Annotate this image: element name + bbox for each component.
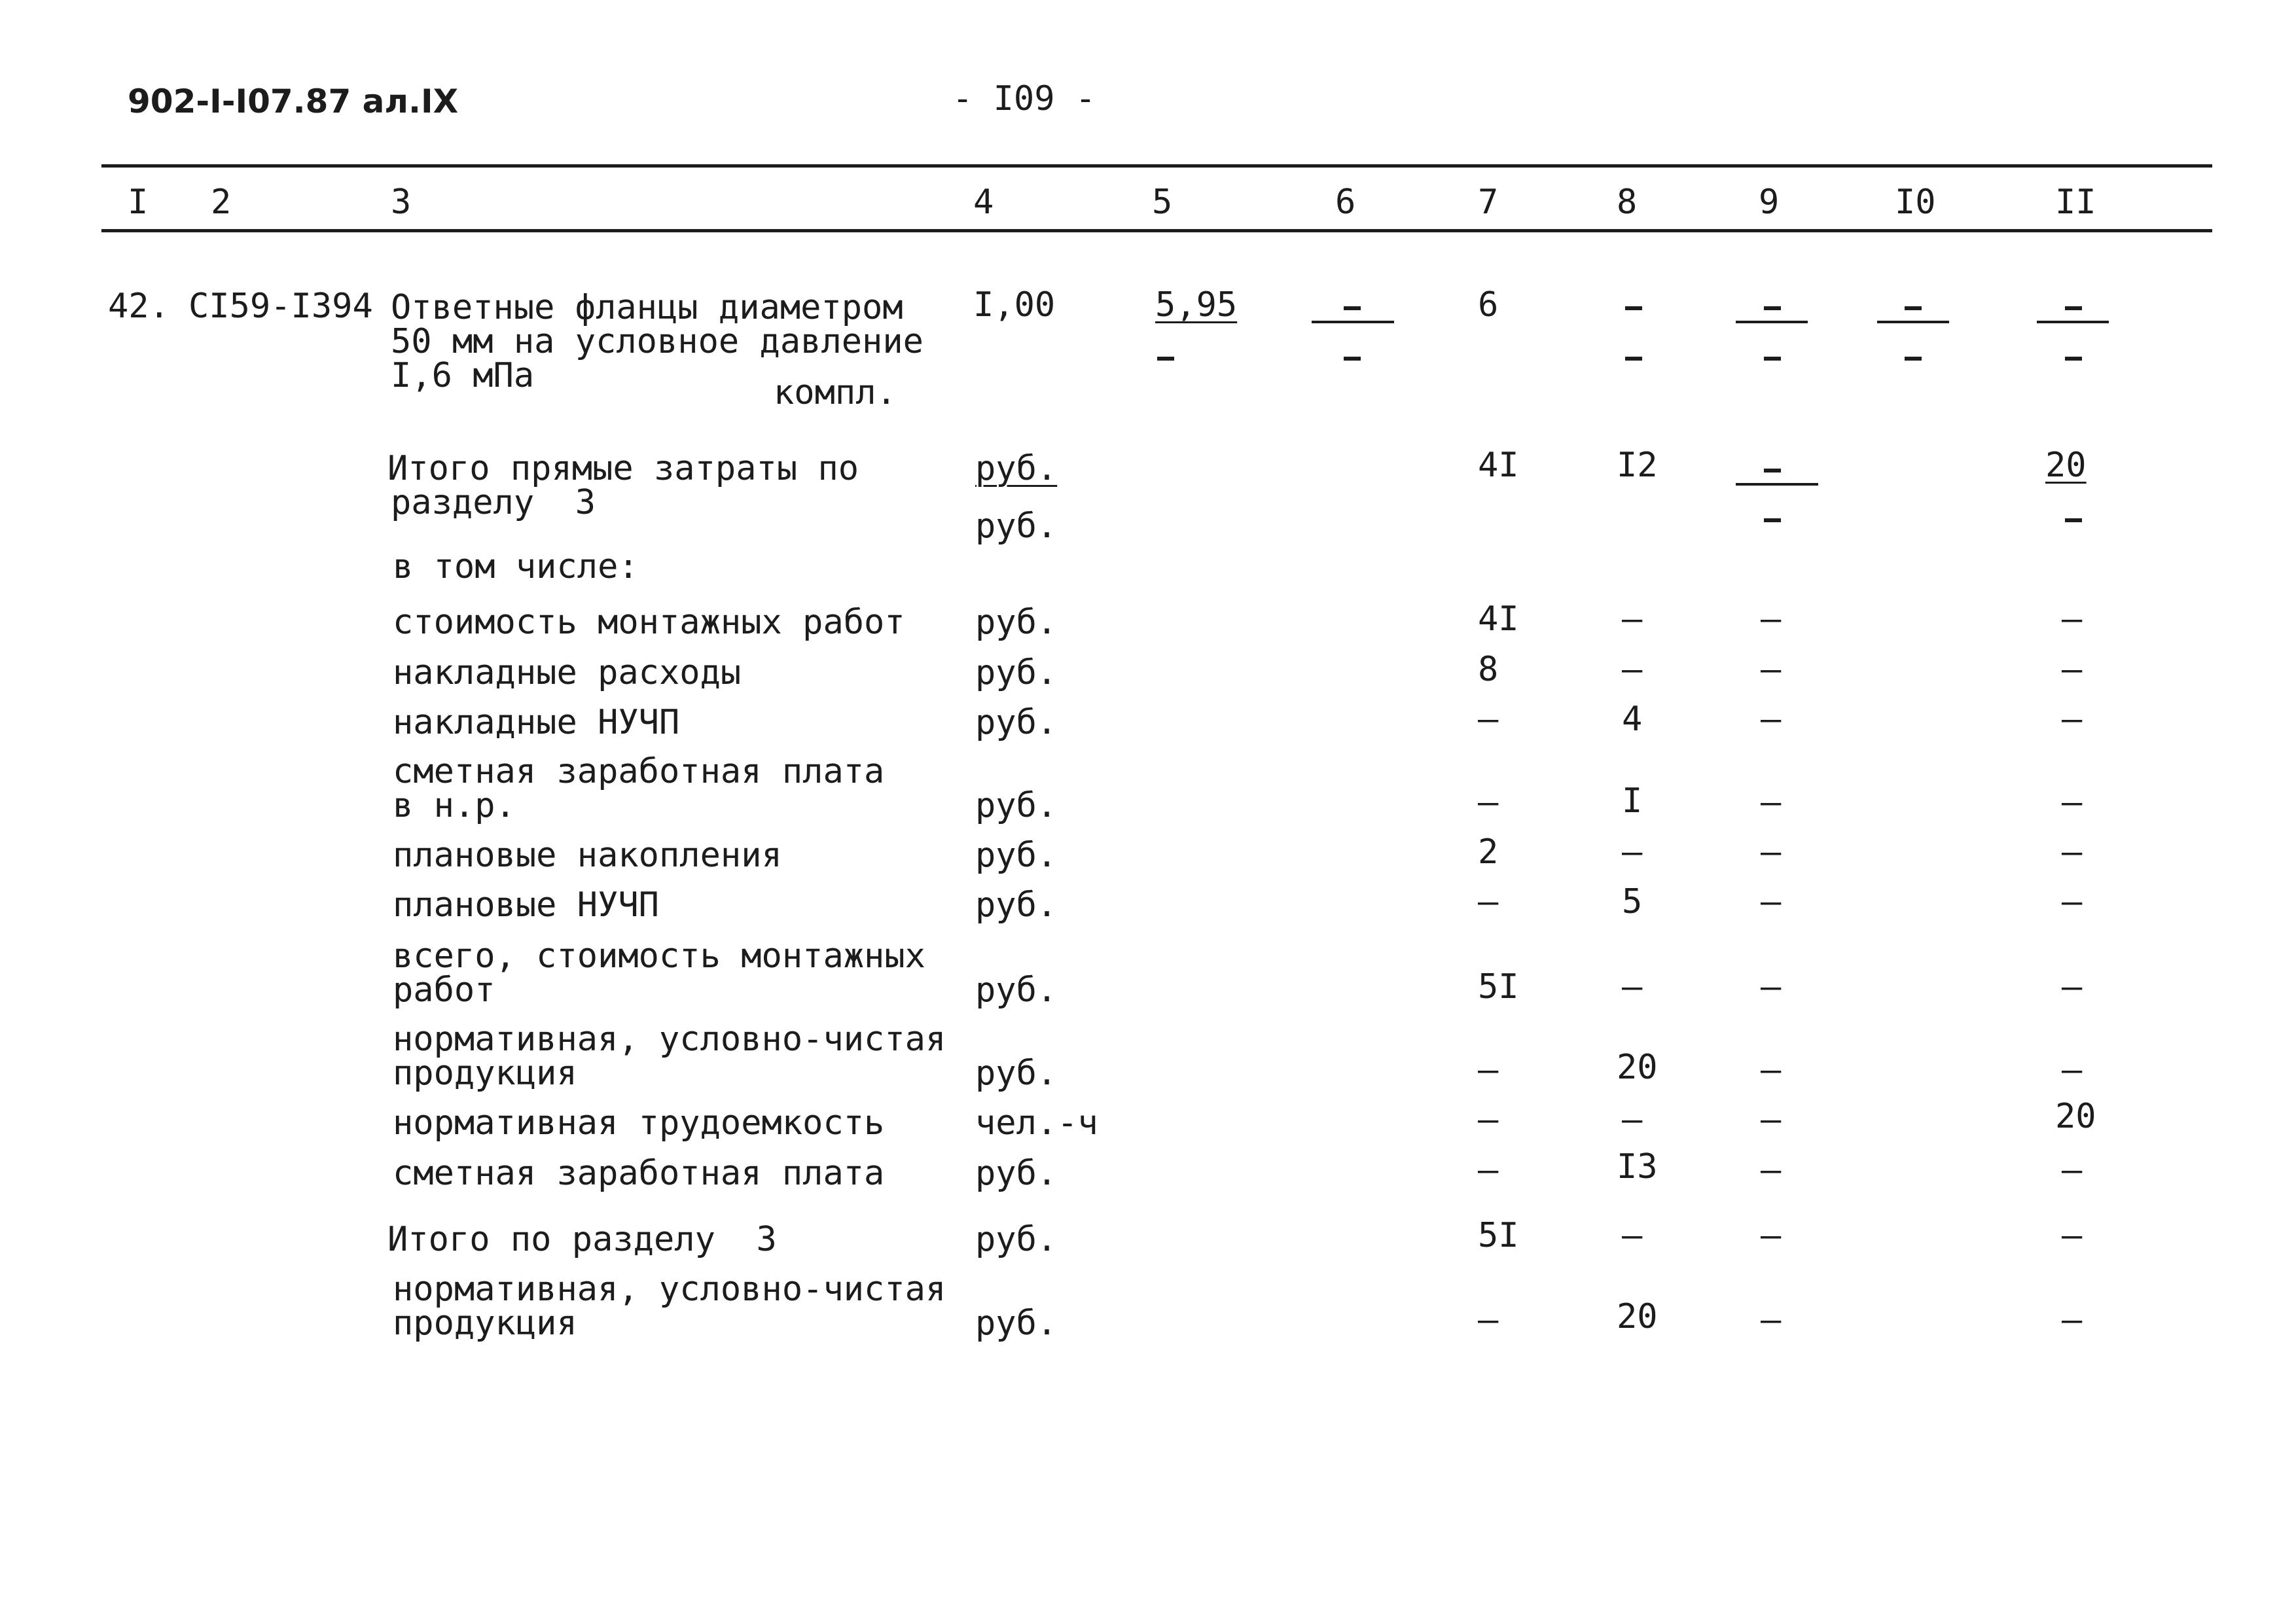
row-col8: 20 (1617, 1048, 1658, 1087)
subtotal-col9-fraction-bar (1736, 483, 1818, 486)
item-col10-upper-dash (1905, 306, 1922, 310)
item-col11-fraction-bar (2037, 321, 2109, 323)
row-col11: – (2062, 967, 2083, 1007)
row-col9: – (1761, 1100, 1782, 1139)
item-col6-upper-dash (1344, 306, 1361, 310)
row-label: сметная заработная плата (393, 1154, 885, 1193)
item-col6-lower-dash (1344, 357, 1361, 361)
row-col11: – (2062, 832, 2083, 872)
row-col8: I (1622, 781, 1643, 821)
item-col7: 6 (1478, 285, 1499, 325)
row-col8: 20 (1617, 1297, 1658, 1336)
item-name-line-3: I,6 мПа (391, 356, 535, 395)
row-col9: – (1761, 650, 1782, 689)
row-unit: руб. (975, 1220, 1058, 1259)
column-header-8: 8 (1617, 183, 1638, 222)
row-col7: – (1478, 1150, 1499, 1190)
row-col8: – (1622, 832, 1643, 872)
row-col11: – (2062, 1300, 2083, 1340)
column-header-6: 6 (1335, 183, 1356, 222)
row-col9: – (1761, 1300, 1782, 1340)
row-label: Итого по разделу 3 (387, 1220, 777, 1259)
row-unit: руб. (975, 603, 1058, 642)
item-col9-fraction-bar (1736, 321, 1808, 323)
subtotal-col7: 4I (1478, 446, 1519, 485)
row-label: плановые накопления (393, 836, 782, 875)
row-unit: руб. (975, 885, 1058, 925)
item-col8-upper-dash (1625, 306, 1642, 310)
row-col7: 5I (1478, 967, 1519, 1007)
item-col6-fraction-bar (1312, 321, 1394, 323)
row-col7: 5I (1478, 1216, 1519, 1255)
row-label-line-2: работ (393, 971, 495, 1010)
item-name-line-1: Ответные фланцы диаметром (391, 288, 903, 327)
table-header-bottom-rule (101, 229, 2212, 232)
item-col5: 5,95 (1155, 285, 1238, 325)
row-col7: 2 (1478, 832, 1499, 872)
row-unit: руб. (975, 786, 1058, 825)
page-number: - I09 - (952, 79, 1096, 118)
row-col9: – (1761, 1050, 1782, 1090)
row-label-line-2: продукция (393, 1054, 577, 1093)
row-label: нормативная трудоемкость (393, 1103, 885, 1143)
column-header-2: 2 (211, 183, 232, 222)
row-col9: – (1761, 700, 1782, 739)
row-label-line-1: нормативная, условно-чистая (393, 1270, 946, 1309)
row-col7: – (1478, 882, 1499, 921)
column-header-11: II (2055, 183, 2096, 222)
subtotal-label-line-1: Итого прямые затраты по (387, 449, 859, 488)
row-label: накладные расходы (393, 653, 742, 692)
item-col4: I,00 (973, 285, 1056, 325)
subtotal-col8: I2 (1617, 446, 1658, 485)
row-unit: руб. (975, 1304, 1058, 1343)
item-name-line-2: 50 мм на условное давление (391, 322, 924, 361)
row-col9: – (1761, 1216, 1782, 1255)
item-unit-note: компл. (774, 373, 897, 412)
row-col8: – (1622, 650, 1643, 689)
column-header-1: I (128, 183, 149, 222)
row-col11: – (2062, 783, 2083, 822)
row-col11: – (2062, 599, 2083, 639)
column-header-10: I0 (1895, 183, 1936, 222)
row-unit: руб. (975, 703, 1058, 742)
row-label-line-2: в н.р. (393, 786, 516, 825)
column-header-7: 7 (1478, 183, 1499, 222)
row-label: плановые НУЧП (393, 885, 659, 925)
row-col8: – (1622, 1216, 1643, 1255)
row-label: накладные НУЧП (393, 703, 680, 742)
row-col11: – (2062, 882, 2083, 921)
item-code: CI59-I394 (188, 287, 373, 326)
item-col11-upper-dash (2065, 306, 2082, 310)
item-col10-lower-dash (1905, 357, 1922, 361)
subtotal-label-line-2: разделу 3 (391, 483, 596, 522)
row-col7: 4I (1478, 599, 1519, 639)
item-number: 42. (108, 287, 170, 326)
row-label-line-2: продукция (393, 1304, 577, 1343)
subtotal-col9-upper-dash (1764, 469, 1781, 473)
row-col9: – (1761, 599, 1782, 639)
row-col9: – (1761, 967, 1782, 1007)
item-col9-lower-dash (1764, 357, 1781, 361)
row-unit: чел.-ч (975, 1103, 1098, 1143)
subtotal-col11-lower-dash (2065, 518, 2082, 522)
subtotal-unit-2: руб. (975, 507, 1058, 546)
including-label: в том числе: (393, 547, 639, 586)
row-label-line-1: всего, стоимость монтажных (393, 936, 925, 976)
row-col7: – (1478, 1300, 1499, 1340)
column-header-9: 9 (1759, 183, 1780, 222)
row-col11: 20 (2055, 1097, 2096, 1136)
subtotal-col9-lower-dash (1764, 518, 1781, 522)
row-unit: руб. (975, 836, 1058, 875)
row-col8: – (1622, 599, 1643, 639)
item-col8-lower-dash (1625, 357, 1642, 361)
item-col9-upper-dash (1764, 306, 1781, 310)
row-col11: – (2062, 1216, 2083, 1255)
row-col8: – (1622, 967, 1643, 1007)
row-col9: – (1761, 783, 1782, 822)
subtotal-col11: 20 (2045, 446, 2087, 485)
row-col8: – (1622, 1100, 1643, 1139)
subtotal-unit-1: руб. (975, 449, 1058, 488)
row-col7: – (1478, 1100, 1499, 1139)
row-col8: 5 (1622, 882, 1643, 921)
row-label: стоимость монтажных работ (393, 603, 905, 642)
table-top-rule (101, 164, 2212, 168)
item-col10-fraction-bar (1877, 321, 1949, 323)
row-col11: – (2062, 700, 2083, 739)
row-col7: 8 (1478, 650, 1499, 689)
row-col7: – (1478, 700, 1499, 739)
row-unit: руб. (975, 1054, 1058, 1093)
item-col11-lower-dash (2065, 357, 2082, 361)
row-col9: – (1761, 1150, 1782, 1190)
document-id: 902-I-I07.87 ал.IX (128, 82, 459, 120)
row-col8: 4 (1622, 700, 1643, 739)
row-col11: – (2062, 650, 2083, 689)
row-unit: руб. (975, 1154, 1058, 1193)
row-col8: I3 (1617, 1147, 1658, 1186)
row-label-line-1: сметная заработная плата (393, 752, 885, 791)
row-col7: – (1478, 1050, 1499, 1090)
row-unit: руб. (975, 653, 1058, 692)
row-label-line-1: нормативная, условно-чистая (393, 1020, 946, 1059)
row-col11: – (2062, 1050, 2083, 1090)
item-col5-lower-dash (1157, 357, 1174, 361)
row-unit: руб. (975, 971, 1058, 1010)
row-col11: – (2062, 1150, 2083, 1190)
column-header-4: 4 (973, 183, 994, 222)
row-col7: – (1478, 783, 1499, 822)
column-header-3: 3 (391, 183, 412, 222)
column-header-5: 5 (1152, 183, 1173, 222)
row-col9: – (1761, 882, 1782, 921)
row-col9: – (1761, 832, 1782, 872)
